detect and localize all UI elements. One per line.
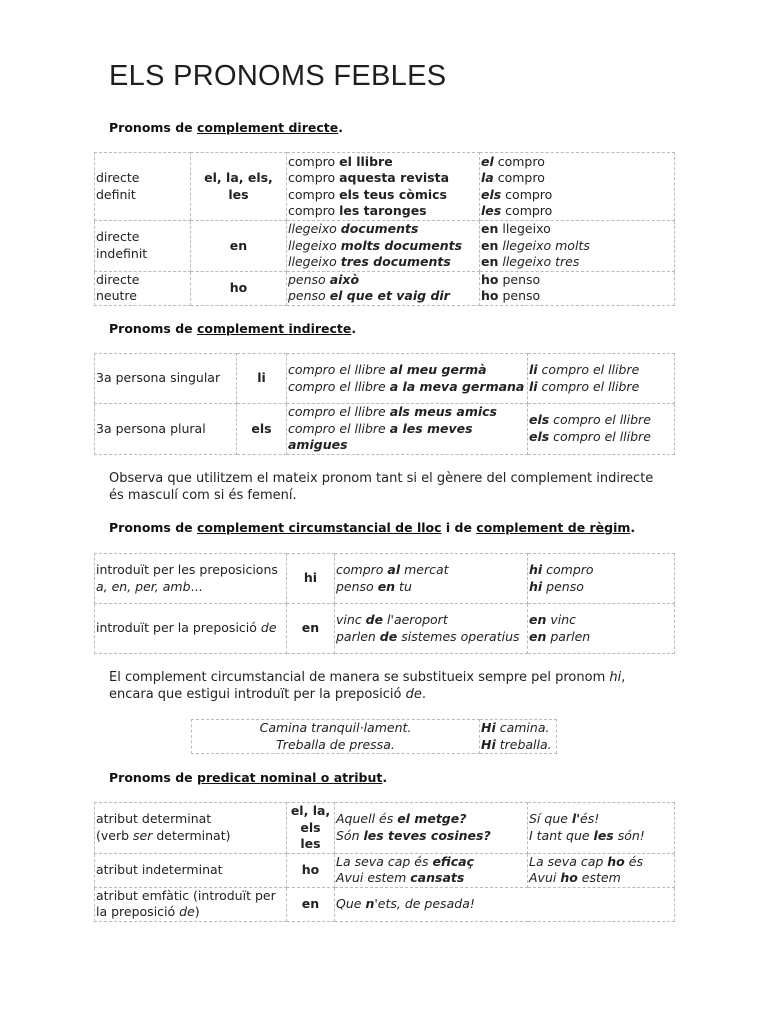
heading-link-complement-lloc: complement circumstancial de lloc (197, 520, 442, 535)
heading-complement-lloc-regim: Pronoms de complement circumstancial de lloc i de complement de règim. (109, 520, 636, 535)
table-row (95, 803, 675, 854)
row-results: li compro el llibre li compro el llibre (528, 354, 675, 404)
row-examples: compro al mercat penso en tu (335, 554, 528, 604)
row-examples: vinc de l'aeroport parlen de sistemes operatius (335, 604, 528, 654)
row-pronoun: hi (287, 554, 335, 604)
row-label: 3a persona singular (95, 354, 237, 404)
table-row (95, 853, 675, 887)
note-manera: El complement circumstancial de manera se substitueix sempre pel pronom hi, encara que estigui introduït per la preposició de. (109, 670, 626, 702)
heading-suffix: . (338, 120, 343, 135)
row-label: atribut emfàtic (introduït per la preposició de) (95, 887, 287, 921)
table-row (95, 887, 675, 921)
heading-prefix: Pronoms de (109, 120, 197, 135)
row-label (95, 153, 191, 221)
result-line: el compro (481, 153, 545, 169)
row-pronoun: en (287, 604, 335, 654)
table-row (95, 271, 675, 305)
row-examples: Aquell és el metge? Són les teves cosines? (335, 803, 528, 854)
row-pronoun: els (237, 404, 287, 455)
row-examples: compro el llibre als meus amics compro el llibre a les meves amigues (287, 404, 528, 455)
result-line: els compro (481, 186, 553, 202)
row-pronoun: el, la, els, les (191, 153, 287, 221)
row-examples: Que n'ets, de pesada! (335, 887, 675, 921)
row-examples: penso això penso el que et vaig dir (287, 271, 480, 305)
example-line: compro les taronges (288, 203, 427, 218)
heading-predicat-nominal: Pronoms de predicat nominal o atribut. (109, 770, 388, 785)
row-results: ho penso ho penso (480, 271, 675, 305)
row-pronoun: en (287, 887, 335, 921)
manera-results: Hi camina. Hi treballa. (480, 720, 557, 754)
table-complement-lloc (94, 553, 675, 654)
manera-examples: Camina tranquil·lament. Treballa de pressa. (192, 720, 480, 754)
row-results: La seva cap ho és Avui ho estem (528, 853, 675, 887)
row-label: atribut indeterminat (95, 853, 287, 887)
row-results: en vinc en parlen (528, 604, 675, 654)
row-label: directe neutre (95, 271, 191, 305)
table-complement-indirecte (94, 353, 675, 455)
table-complement-directe (94, 152, 675, 306)
example-line: compro el llibre (288, 153, 393, 169)
heading-link-complement-directe: complement directe (197, 120, 339, 135)
row-pronoun: el, la, els les (287, 803, 335, 854)
row-results: Sí que l'és! I tant que les són! (528, 803, 675, 854)
table-row (95, 221, 675, 272)
row-label: directe indefinit (95, 221, 191, 272)
table-row (192, 720, 557, 754)
row-results: en llegeixo en llegeixo molts en llegeixo tres (480, 221, 675, 272)
row-label: 3a persona plural (95, 404, 237, 455)
table-atribut (94, 802, 675, 922)
label-line: definit (96, 186, 136, 202)
table-manera (191, 719, 557, 754)
label-line: directe (96, 170, 140, 185)
row-examples: llegeixo documents llegeixo molts documents llegeixo tres documents (287, 221, 480, 272)
row-label: atribut determinat (verb ser determinat) (95, 803, 287, 854)
heading-link-predicat-nominal: predicat nominal o atribut (197, 770, 383, 785)
heading-link-complement-regim: complement de règim (476, 520, 631, 535)
row-examples: La seva cap és eficaç Avui estem cansats (335, 853, 528, 887)
note-indirecte: Observa que utilitzem el mateix pronom tant si el gènere del complement indirecte és masculí com si és femení. (109, 471, 654, 503)
heading-complement-indirecte: Pronoms de complement indirecte. (109, 321, 357, 336)
row-examples (287, 153, 480, 221)
result-line: les compro (481, 203, 553, 218)
row-label: introduït per la preposició de (95, 604, 287, 654)
row-pronoun: ho (191, 271, 287, 305)
heading-link-complement-indirecte: complement indirecte (197, 321, 352, 336)
page-title: ELS PRONOMS FEBLES (109, 60, 447, 92)
row-results: hi compro hi penso (528, 554, 675, 604)
table-row (95, 354, 675, 404)
result-line: la compro (481, 170, 545, 185)
table-row (95, 554, 675, 604)
table-row (95, 404, 675, 455)
row-examples: compro el llibre al meu germà compro el llibre a la meva germana (287, 354, 528, 404)
table-row (95, 153, 675, 221)
row-label: introduït per les preposicions a, en, per, amb... (95, 554, 287, 604)
row-pronoun: en (191, 221, 287, 272)
example-line: compro aquesta revista (288, 170, 450, 185)
row-pronoun: ho (287, 853, 335, 887)
row-results (480, 153, 675, 221)
row-pronoun: li (237, 354, 287, 404)
heading-complement-directe (109, 120, 343, 135)
row-results: els compro el llibre els compro el llibre (528, 404, 675, 455)
table-row (95, 604, 675, 654)
example-line: compro els teus còmics (288, 186, 447, 202)
